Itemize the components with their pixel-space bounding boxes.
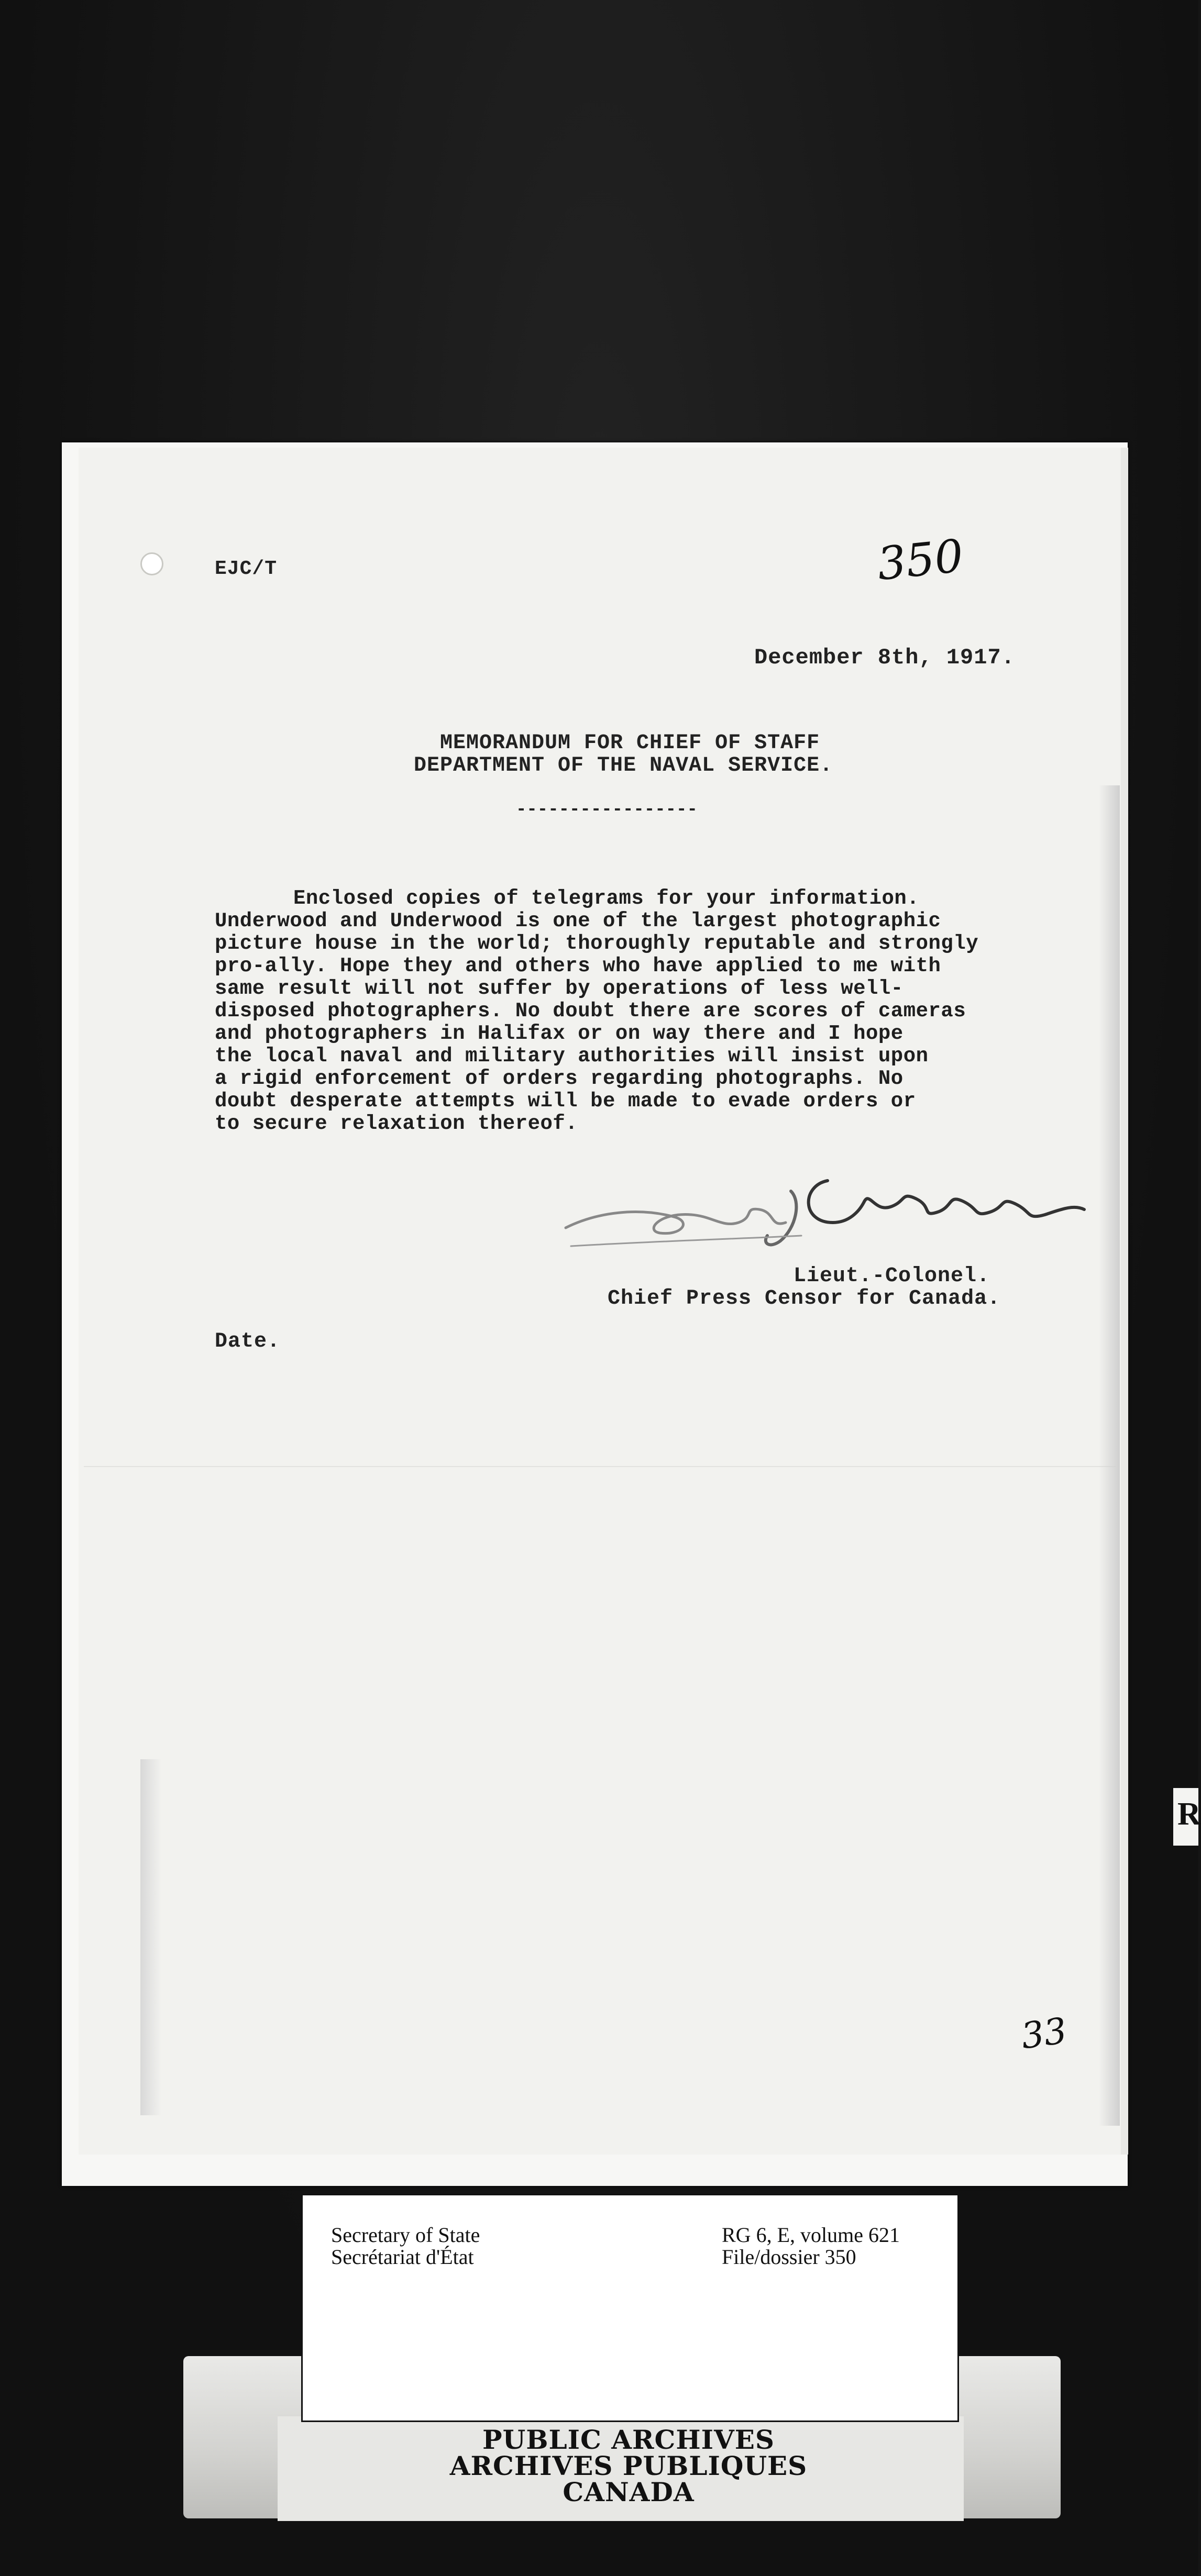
body-line: picture house in the world; thoroughly reputable and strongly: [215, 932, 979, 955]
fold-line: [84, 1466, 1116, 1467]
page-shadow-right: [1099, 785, 1120, 2126]
signer-rank: Lieut.-Colonel.: [794, 1264, 990, 1288]
handwritten-page-number: 33: [1018, 2010, 1070, 2058]
adjacent-tab-letter: R: [1177, 1796, 1201, 1832]
body-line: and photographers in Halifax or on way there and I hope: [215, 1022, 903, 1045]
body-line: a rigid enforcement of orders regarding photographs. No: [215, 1067, 903, 1090]
title-separator: -----------------: [516, 800, 698, 820]
body-line: same result will not suffer by operations of less well-: [215, 977, 903, 1000]
memo-date: December 8th, 1917.: [754, 645, 1015, 670]
body-line: Underwood and Underwood is one of the largest photographic: [215, 909, 941, 932]
label-department-en: Secretary of State: [331, 2223, 480, 2247]
label-department-fr: Secrétariat d'État: [331, 2245, 474, 2269]
signer-office: Chief Press Censor for Canada.: [608, 1287, 1001, 1311]
label-record-group: RG 6, E, volume 621: [722, 2223, 900, 2247]
body-line: Enclosed copies of telegrams for your information.: [293, 887, 920, 910]
date-label: Date.: [215, 1330, 281, 1353]
body-line: to secure relaxation thereof.: [215, 1112, 578, 1135]
memo-title-line1: MEMORANDUM FOR CHIEF OF STAFF: [440, 731, 820, 755]
handwritten-signature: [555, 1149, 1089, 1259]
stamp-line-archives-publiques: ARCHIVES PUBLIQUES: [449, 2450, 808, 2481]
body-line: disposed photographers. No doubt there are scores of cameras: [215, 1000, 966, 1023]
body-line: the local naval and military authorities will insist upon: [215, 1045, 929, 1068]
body-line: pro-ally. Hope they and others who have applied to me with: [215, 954, 941, 978]
body-line: doubt desperate attempts will be made to evade orders or: [215, 1090, 916, 1113]
page-shadow-left: [140, 1759, 161, 2115]
label-file-number: File/dossier 350: [722, 2245, 856, 2269]
stamp-line-public-archives: PUBLIC ARCHIVES: [482, 2424, 775, 2455]
punch-hole: [140, 552, 163, 575]
stamp-line-canada: CANADA: [563, 2477, 695, 2507]
handwritten-file-number: 350: [875, 529, 966, 591]
memo-body: [215, 887, 978, 1135]
reference-initials: EJC/T: [215, 558, 278, 580]
memo-title-line2: DEPARTMENT OF THE NAVAL SERVICE.: [414, 754, 833, 778]
